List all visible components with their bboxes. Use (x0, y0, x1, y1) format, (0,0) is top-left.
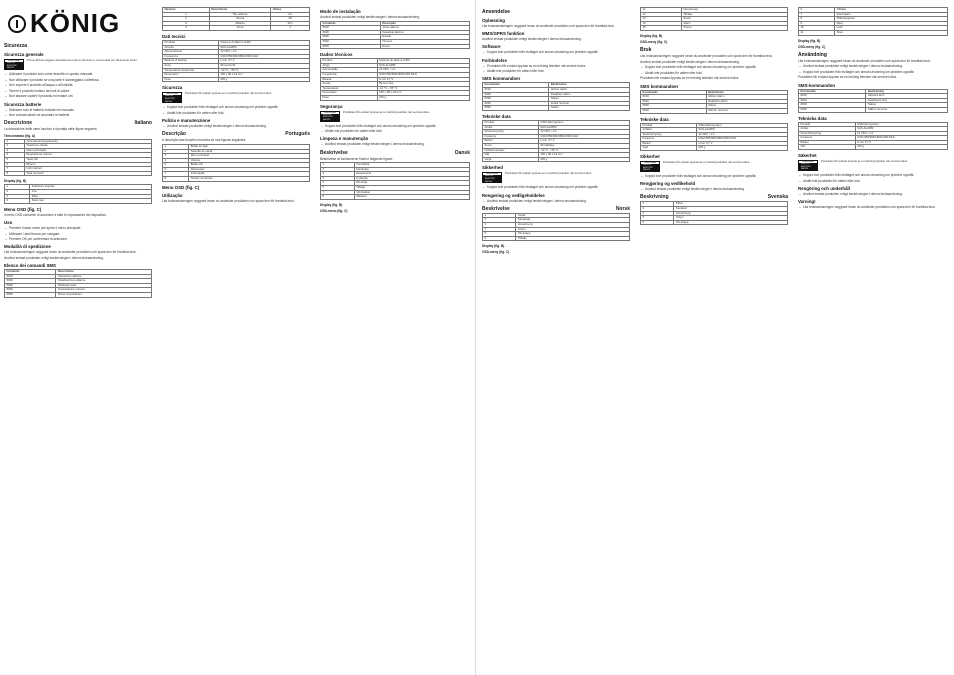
table-row: 8 Taltaster (321, 195, 470, 200)
list-item: – Non cortocircuitare né smontare le batterie. (4, 113, 152, 117)
table-row: #05# Repor (321, 44, 470, 49)
subsection-heading: Sikkerhed (482, 165, 503, 171)
list-item: – Premere il tasto menu per aprire il menu principale. (4, 226, 152, 230)
table-row: 1 Botão de ligar (163, 144, 310, 149)
subsection-heading: Rengjøring og vedlikehold (640, 181, 696, 187)
parts-table-top (798, 7, 948, 36)
caution-icon: CAUTION RISK OF ELECTRIC SHOCK (798, 160, 818, 171)
table-row: 14 Alarm (641, 21, 788, 26)
table-row: 2 Sirena Off (163, 17, 310, 22)
table-row: 4 Lydstyrke (321, 176, 470, 181)
warning-text: Produkten får endast öppnas av en behörig tekniker när service krävs. (821, 159, 908, 164)
list-item: – Koppla bort produkten från eluttaget och annan utrustning om problem uppstår. (640, 65, 788, 69)
table-row: Batteri Li-ion 3,7 V (641, 141, 788, 146)
table-row: 6 Tilbake (483, 236, 630, 241)
paragraph: Använd endast produkten enligt beskrivningen i denna bruksanvisning. (320, 15, 420, 19)
table-row: #03# Status (641, 104, 788, 109)
column-pt-da (320, 6, 470, 671)
table-row: 5 OK-knapp (483, 232, 630, 237)
list-item: – Utsätt inte produkten för vatten eller fukt. (162, 111, 310, 115)
list-item: – Koppla bort produkten från eluttaget och annan utrustning om problem uppstår. (482, 50, 630, 54)
paragraph: Läs bruksanvisningen noggrant innan du använder produkten och spara den för framtida bruk. (4, 250, 137, 255)
table-row: 11 Menyknapp (641, 8, 788, 13)
table-row: Comando Descrição (321, 21, 470, 26)
commands-table (482, 82, 630, 111)
table-row: 6 Retroceder (163, 167, 310, 172)
warning-text: Produkten får endast öppnas av en behörig tekniker när service krävs. (185, 91, 272, 96)
table-row: Dimensioni 150 x 98 x 24 mm (163, 73, 310, 78)
paragraph: Produkten får endast öppnas av en behörig tekniker när service krävs. (798, 75, 898, 80)
table-row: Kommando Beskrivelse (641, 90, 788, 95)
column-no-sv (640, 6, 788, 671)
table-row: 2 Seleção de canal (163, 149, 310, 154)
table-row: 4 Volume (163, 158, 310, 163)
table-row: Kommando Beskrivning (799, 89, 948, 94)
table-row: Peso 220 g (163, 77, 310, 82)
table-row: 12 Tilbake (641, 12, 788, 17)
table-row: Artikel SAS-ALARM (483, 125, 630, 130)
spec-table (640, 123, 788, 152)
table-row: #03# Status (799, 103, 948, 108)
list-item: – Premere OK per confermare la selezione. (4, 237, 152, 241)
list-item: – Non utilizzare il prodotto se una parte è danneggiata o difettosa. (4, 78, 152, 82)
table-row: #01# Aktiver alarm (641, 95, 788, 100)
table-row: 2 Kanalvalg (321, 167, 470, 172)
table-row: #02# Disattivazione allarme (5, 279, 152, 284)
commands-table (4, 269, 152, 298)
list-item: – Koppla bort produkten från eluttaget och annan utrustning om problem uppstår. (320, 124, 470, 128)
subsection-heading: Sicurezza batterie (4, 101, 42, 107)
figure-label: OSD-meny (fig. C) (640, 39, 668, 44)
description-heading: Descrição Português (162, 131, 310, 138)
parts-table-no (482, 213, 630, 242)
table-row: #02# Avaktivera larm (799, 98, 948, 103)
subsection-heading: Menu OSD (fig. C) (162, 184, 200, 190)
list-item: – Utsätt inte produkten för vatten eller fukt. (798, 179, 948, 183)
table-row: Frequenza GSM 850/900/1800/1900 MHz (163, 54, 310, 59)
table-row: #02# Deaktiver alarm (641, 99, 788, 104)
subsection-heading: Tekniske data (482, 113, 511, 119)
table-row: 4 Volym (641, 216, 788, 221)
figure-label: Display (fig. B) (482, 244, 505, 249)
table-row: 3 Menu principale (5, 148, 152, 153)
left-page (0, 0, 476, 675)
warning-block (162, 92, 310, 103)
table-row: Alimentazione 12 VDC / 1 A (163, 50, 310, 55)
table-row: Opzione Descrizione Valore (163, 8, 310, 13)
table-row: Strömförsörjning 12 VDC / 1 A (799, 131, 948, 136)
table-row: Artigo SAS-ALARM (321, 63, 470, 68)
table-row: 3 Data (5, 194, 152, 199)
table-row: Dimensões 150 x 98 x 24 mm (321, 91, 470, 96)
table-row: Strømforsyning 12 VDC / 1 A (483, 130, 630, 135)
table-row: Batteri Li-ion 3,7 V (799, 140, 948, 145)
table-row: 7 Information (321, 190, 470, 195)
table-row: Zone 99 senza fili (163, 63, 310, 68)
paragraph: Läs bruksanvisningen noggrant innan du använder produkten och spara den för framtida bruk. (798, 58, 931, 63)
list-item: – Utilizzare solo le batterie indicate nel manuale. (4, 108, 152, 112)
warning-block (640, 161, 788, 172)
list-item: – Utilizzare i tasti freccia per navigare. (4, 232, 152, 236)
section-heading: Sicurezza (4, 43, 28, 49)
table-row: #03# Estado (321, 35, 470, 40)
subsection-heading: Sicurezza (162, 85, 183, 91)
spec-table (320, 58, 470, 100)
table-row: 1 Tænd/sluk (321, 163, 470, 168)
subsection-heading: Dati tecnici (162, 33, 186, 39)
description-heading: Beskrivelse Norsk (482, 205, 630, 212)
figure-label: Telecomando (fig. A) (4, 133, 36, 138)
table-row: Artikel SAS-ALARM (799, 127, 948, 132)
table-row: 3 Hovedmenu (321, 172, 470, 177)
list-item: – Non esporre il prodotto all'acqua o all'umidità. (4, 83, 152, 87)
figure-label: Display (fig. B) (798, 38, 821, 43)
figure-label: Display (fig. B) (640, 33, 663, 38)
subsection-heading: Modo de instalação (320, 9, 361, 14)
table-row: 3 Menu principal (163, 154, 310, 159)
table-row: 3 Huvudmeny (641, 211, 788, 216)
list-item: – Utsätt inte produkten för vatten eller fukt. (320, 129, 470, 133)
table-row: 5 Tasto OK (5, 157, 152, 162)
list-item: – Använd endast produkten enligt beskrivningen i denna bruksanvisning. (162, 124, 310, 128)
brand-logo (8, 8, 152, 39)
table-row: Vikt 220 g (799, 145, 948, 150)
subsection-heading: Varning! (798, 199, 816, 205)
column-sv (798, 6, 948, 671)
logo-mark-icon (8, 15, 26, 33)
section-heading: Anvendelse (482, 9, 511, 15)
table-row: #02# Desativar alarme (321, 30, 470, 35)
parts-table-a (4, 139, 152, 177)
description-heading: Beskrivelse Dansk (320, 149, 470, 156)
table-row: Batteria di backup Li-ion 3,7 V (163, 59, 310, 64)
table-row: 1 På/av (641, 202, 788, 207)
table-row: #04# Indstil nummer (483, 101, 630, 106)
table-row: 8 Tasti numerici (5, 171, 152, 176)
paragraph: Läs bruksanvisningen noggrant innan du använder produkten och spara den för framtida bruk. (640, 53, 773, 58)
warning-block (798, 160, 948, 171)
list-item: – Använd endast produkten enligt beskrivningen i denna bruksanvisning. (798, 192, 948, 196)
table-row: 1 Accensione/spegnimento (5, 139, 152, 144)
warning-block (4, 59, 152, 70)
description-text: Beskrivelse af funktionerne findes i følgende figurer. (320, 156, 394, 161)
figure-label: OSD-meny (fig. C) (798, 44, 826, 49)
table-row: 13 Strøm (641, 17, 788, 22)
table-row: #05# Nulstil (483, 106, 630, 111)
warning-text: Produkten får endast öppnas av en behörig tekniker när service krävs. (505, 171, 592, 176)
list-item: – Tenere il prodotto lontano da fonti di calore. (4, 89, 152, 93)
table-row: Prodotto Sistema di allarme GSM (163, 40, 310, 45)
paragraph: Använd endast produkten enligt beskrivningen i denna bruksanvisning. (640, 59, 740, 64)
list-item: – Koppla bort produkten från eluttaget och annan utrustning om problem uppstår. (162, 105, 310, 109)
figure-label: OSD-menu (fig. C) (320, 208, 348, 213)
table-row: Produkt GSM-larmsystem (799, 122, 948, 127)
warning-block (482, 172, 630, 183)
subsection-heading: Software (482, 44, 501, 50)
subsection-heading: Oplæsning (482, 18, 505, 23)
subsection-heading: MMS/GPRS funktion (482, 31, 525, 37)
logo-text: KÖNIG (30, 8, 121, 38)
parts-table-pt (162, 144, 310, 182)
table-row: 6 Tilbage (321, 186, 470, 191)
table-row: #04# Ställ in nummer (799, 107, 948, 112)
table-row: 8 Siffertangenter (799, 17, 948, 22)
list-item: – Produkten får endast öppnas av en behörig tekniker när service krävs. (482, 64, 630, 68)
table-row: Frekvens GSM 850/900/1800/1900 MHz (483, 134, 630, 139)
section-heading: Bruk (640, 46, 652, 53)
table-row: #04# Impostazione numero (5, 288, 152, 293)
column-da-no (482, 6, 630, 671)
list-item: – Koppla bort produkten från eluttaget och annan utrustning om problem uppstår. (482, 185, 630, 189)
table-row: 3 Ritardo 30 s (163, 21, 310, 26)
subsection-heading: Rengøring og vedligeholdelse (482, 192, 545, 198)
figure-label: Display (fig. B) (320, 202, 343, 207)
subsection-heading: Säkerhet (798, 153, 817, 159)
table-row: Alimentação 12 VDC / 1 A (321, 68, 470, 73)
list-item: – Utilizzare il prodotto solo come descritto in questo manuale. (4, 72, 152, 76)
right-page (478, 0, 954, 675)
table-row: 11 Siren (799, 30, 948, 35)
list-item: – Använd endast produkten enligt beskrivningen i denna bruksanvisning. (482, 199, 630, 203)
table-row: 4 Regolazione volume (5, 153, 152, 158)
paragraph: Läs bruksanvisningen noggrant innan du använder produkten och spara den för framtida bruk. (162, 198, 295, 203)
paragraph: Använd endast produkten enligt beskrivningen i denna bruksanvisning. (4, 255, 104, 260)
paragraph: Läs bruksanvisningen noggrant innan du använder produkten och spara den för framtida bruk. (482, 24, 615, 28)
spec-table (482, 120, 630, 162)
table-row: #01# Aktivera larm (799, 94, 948, 99)
table-row: #02# Deaktiver alarm (483, 92, 630, 97)
figure-label: OSD-meny (fig. C) (482, 250, 510, 255)
list-item: – Koppla bort produkten från eluttaget och annan utrustning om problem uppstår. (640, 174, 788, 178)
list-item: – Koppla bort produkten från eluttaget och annan utrustning om problem uppstår. (798, 70, 948, 74)
list-item: – Utsätt inte produkten för vatten eller fukt. (640, 71, 788, 75)
list-item: – Koppla bort produkten från eluttaget och annan utrustning om problem uppstår. (798, 173, 948, 177)
parts-table-da (320, 162, 470, 200)
subsection-heading: Sikkerhet (640, 154, 660, 160)
table-row: 5 OK-knap (321, 181, 470, 186)
table-row: Zoner 99 trådløse (483, 143, 630, 148)
table-row: #04# Still inn nummer (641, 108, 788, 113)
commands-table (798, 89, 948, 113)
subsection-heading: Pulizia e manutenzione (162, 118, 211, 124)
subsection-heading: Uso (4, 219, 13, 225)
subsection-heading: Rengöring och underhåll (798, 185, 850, 191)
warning-block (320, 111, 470, 122)
table-row: Peso 220 g (321, 95, 470, 100)
list-item: – Non lasciare cadere il prodotto ed evitare urti. (4, 94, 152, 98)
paragraph: Produkten får endast öppnas av en behörig tekniker när service krävs. (640, 76, 740, 81)
column-it-2 (162, 6, 310, 671)
description-heading: Descrizione Italiano (4, 120, 152, 127)
caution-icon: CAUTION RISK OF ELECTRIC SHOCK (4, 59, 24, 70)
table-row: 6 Tillbaka (799, 8, 948, 13)
table-row: Temperatura d'esercizio -10 °C ~ 55 °C (163, 68, 310, 73)
subsection-heading: Dados técnicos (320, 52, 353, 58)
table-row: #03# Status (483, 97, 630, 102)
table-row: Temperatura -10 °C ~ 55 °C (321, 86, 470, 91)
table-row: Zonas 99 sem fios (321, 82, 470, 87)
parts-table-sv (640, 201, 788, 225)
subsection-heading: SMS kommandoer (482, 76, 521, 82)
table-row: 7 Informazioni (5, 167, 152, 172)
table-row: 10 Larm (799, 26, 948, 31)
subsection-heading: Tekniske data (640, 116, 669, 122)
subsection-heading: Elenco dei comandi SMS (4, 263, 56, 269)
table-row: Produkt GSM alarmsystem (483, 120, 630, 125)
table-row: 5 Botão OK (163, 163, 310, 168)
subsection-heading: Menu OSD (fig. C) (4, 206, 42, 212)
table-row: 2 Selezione canale (5, 144, 152, 149)
table-row: 9 Meny (799, 21, 948, 26)
list-item: – Använd endast produkten enligt beskrivningen i denna bruksanvisning. (320, 142, 470, 146)
table-row: 8 Teclas numéricas (163, 177, 310, 182)
section-heading: Användning (798, 51, 827, 58)
paragraph: Använd endast produkten enligt beskrivningen i denna bruksanvisning. (482, 37, 582, 42)
table-row: Vægt 220 g (483, 157, 630, 162)
table-row: Frekvens GSM 850/900/1800/1900 MHz (799, 136, 948, 141)
caution-icon: CAUTION RISK OF ELECTRIC SHOCK (482, 172, 502, 183)
table-row: 2 Ora (5, 189, 152, 194)
table-row: 2 Kanalvalg (483, 218, 630, 223)
options-table (162, 7, 310, 31)
table-row: #04# Número (321, 39, 470, 44)
table-row: 4 Stato rete (5, 199, 152, 204)
list-item: – Utsätt inte produkten för vatten eller fukt. (482, 69, 630, 73)
table-row: Articolo SAS-ALARM (163, 45, 310, 50)
table-row: Vekt 220 g (641, 146, 788, 151)
table-row: #05# Reset impostazioni (5, 293, 152, 298)
table-row: #01# Attivazione allarme (5, 274, 152, 279)
list-item: – Använd endast produkten enligt beskrivningen i denna bruksanvisning. (798, 64, 948, 68)
table-row: #03# Richiesta stato (5, 283, 152, 288)
table-row: 1 Tipo allarme On (163, 12, 310, 17)
subsection-heading: Limpeza e manutenção (320, 136, 369, 142)
description-heading: Beskrivning Svenska (640, 194, 788, 201)
table-row: Frekvens GSM 850/900/1800/1900 MHz (641, 137, 788, 142)
subsection-heading: Segurança (320, 103, 343, 109)
subsection-heading: Tekniska data (798, 115, 827, 121)
table-row: Produkt GSM-alarmsystem (641, 123, 788, 128)
list-item: – Läs bruksanvisningen noggrant innan du använder produkten och spara den för framtida bruk. (798, 205, 948, 209)
commands-table (640, 90, 788, 114)
caution-icon: CAUTION RISK OF ELECTRIC SHOCK (162, 92, 182, 103)
table-row: Mål 150 x 98 x 24 mm (483, 153, 630, 158)
table-row: 1 Av/på (483, 213, 630, 218)
warning-text: Prima dell'uso leggere attentamente tutte le istruzioni e conservarle per riferimento futuro. (27, 58, 138, 62)
table-row: 2 Kanalval (641, 207, 788, 212)
table-row: Produto Sistema de alarme GSM (321, 59, 470, 64)
caution-icon: CAUTION RISK OF ELECTRIC SHOCK (640, 161, 660, 172)
table-row: 7 Information (799, 12, 948, 17)
parts-table-b (4, 184, 152, 203)
spec-table (798, 122, 948, 151)
description-text: La descrizione delle varie funzioni è riportata nelle figure seguenti. (4, 127, 98, 132)
table-row: Strømforsyning 12 VDC / 1 A (641, 132, 788, 137)
warning-text: Produkten får endast öppnas av en behörig tekniker när service krävs. (663, 160, 750, 165)
table-row: Driftstemperatur -10 °C ~ 55 °C (483, 148, 630, 153)
description-text: A descrição das funções encontra-se nas figuras seguintes. (162, 138, 247, 143)
subsection-heading: Modalità di spedizione (4, 244, 51, 250)
table-row: 4 Zona 1 (163, 26, 310, 31)
subsection-heading: Utilização (162, 192, 183, 198)
table-row: 1 Indicatore segnale (5, 185, 152, 190)
subsection-heading: Sicurezza generale (4, 52, 44, 57)
table-row: Kommando Beskrivelse (483, 83, 630, 88)
table-row: #01# Aktiver alarm (483, 88, 630, 93)
caution-icon: CAUTION RISK OF ELECTRIC SHOCK (320, 111, 340, 122)
parts-table-top (640, 7, 788, 31)
table-row: 7 Informação (163, 172, 310, 177)
column-it-1 (4, 6, 152, 671)
table-row: 6 Ritorno (5, 162, 152, 167)
table-row: 3 Hovedmeny (483, 222, 630, 227)
table-row: Bateria Li-ion 3,7 V (321, 77, 470, 82)
table-row: 4 Volum (483, 227, 630, 232)
subsection-heading: SMS kommandoer (640, 83, 679, 89)
table-row: 5 OK-knapp (641, 220, 788, 225)
table-row: Comando Descrizione (5, 270, 152, 275)
table-row: #01# Ativar alarme (321, 26, 470, 31)
subsection-heading: Forbindelse (482, 57, 507, 63)
table-row: Artikkel SAS-ALARM (641, 128, 788, 133)
list-item: – Använd endast produkten enligt beskrivningen i denna bruksanvisning. (640, 187, 788, 191)
warning-text: Produkten får endast öppnas av en behörig tekniker när service krävs. (343, 109, 430, 114)
table-row: 15 Sirene (641, 26, 788, 31)
commands-table (320, 21, 470, 50)
spec-table (162, 40, 310, 82)
paragraph: Il menu OSD consente di accedere a tutte le impostazioni del dispositivo. (4, 212, 107, 217)
subsection-heading: SMS-kommandon (798, 82, 836, 88)
figure-label: Display (fig. B) (4, 179, 27, 184)
table-row: Frequência GSM 850/900/1800/1900 MHz (321, 72, 470, 77)
table-row: Batteri Li-ion 3,7 V (483, 139, 630, 144)
